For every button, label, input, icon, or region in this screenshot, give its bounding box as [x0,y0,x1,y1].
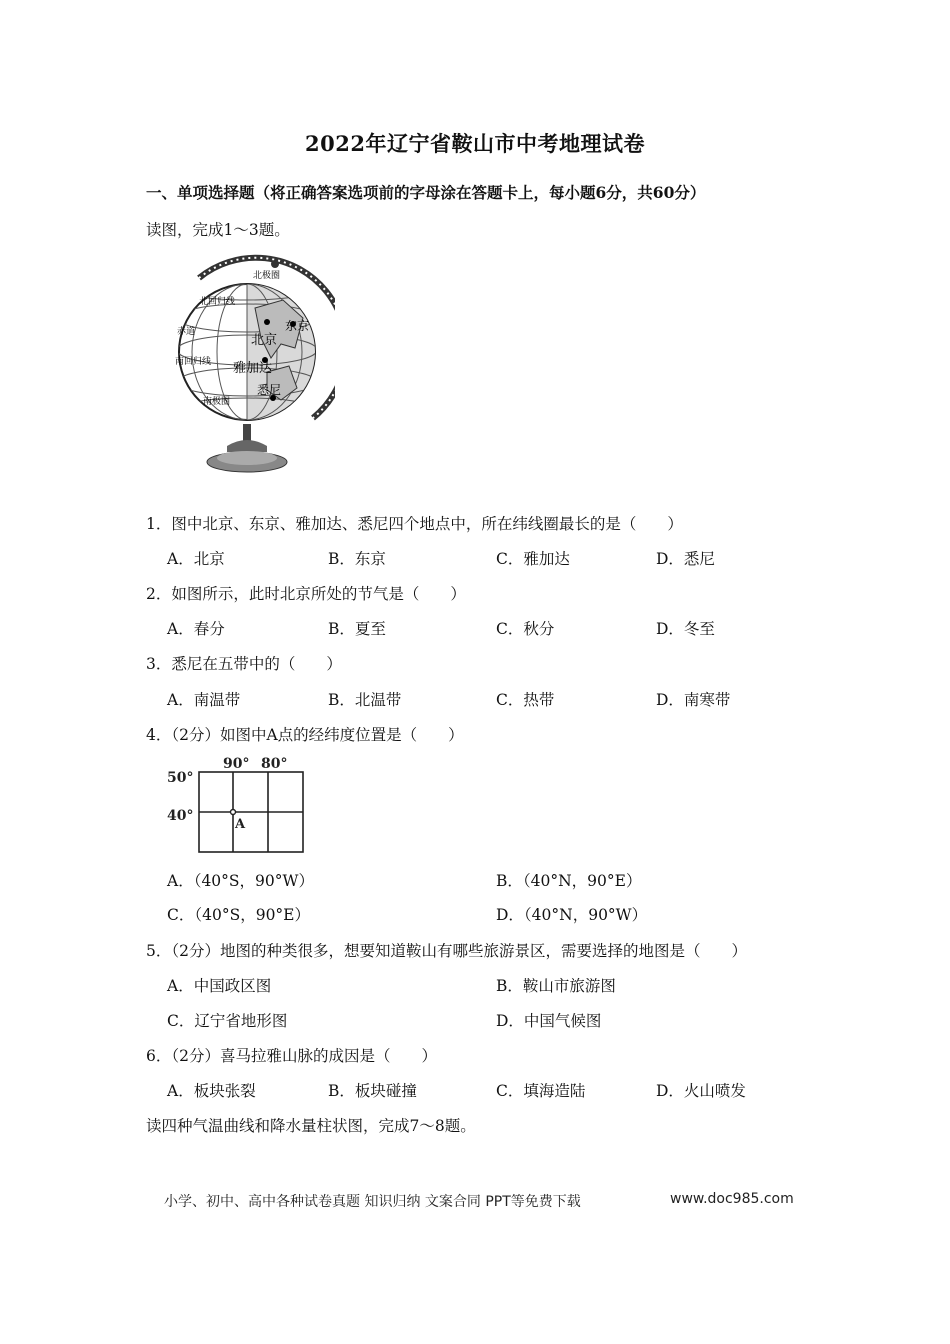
q4-option-a[interactable]: A．（40°S，90°W） [167,872,314,890]
page-title: 2022年辽宁省鞍山市中考地理试卷 [305,131,645,156]
tropic-cancer-label: 北回归线 [199,297,236,307]
equator-label: 赤道 [177,327,196,337]
arctic-circle-label: 北极圈 [253,271,281,281]
tokyo-label: 东京 [285,319,310,333]
q5-option-b[interactable]: B．鞍山市旅游图 [496,977,616,995]
q1-option-d[interactable]: D．悉尼 [656,550,715,568]
q4-option-b[interactable]: B．（40°N，90°E） [496,872,642,890]
page-footer [164,1191,794,1211]
q6-option-b[interactable]: B．板块碰撞 [328,1082,417,1100]
q6-option-a[interactable]: A．板块张裂 [167,1082,256,1100]
lon-label-80: 80° [261,756,288,772]
q1-option-a[interactable]: A．北京 [167,550,225,568]
q2-option-c[interactable]: C．秋分 [496,620,555,638]
sydney-label: 悉尼 [257,383,282,397]
q3-option-d[interactable]: D．南寒带 [656,691,731,709]
q2-option-b[interactable]: B．夏至 [328,620,386,638]
q1-option-b[interactable]: B．东京 [328,550,386,568]
q6-option-c[interactable]: C．填海造陆 [496,1082,586,1100]
q5-option-a[interactable]: A．中国政区图 [167,977,272,995]
q3-option-b[interactable]: B．北温带 [328,691,402,709]
q2-option-a[interactable]: A．春分 [167,620,225,638]
section-heading: 一、单项选择题（将正确答案选项前的字母涂在答题卡上，每小题6分，共60分） [146,183,706,202]
question-1: 1．图中北京、东京、雅加达、悉尼四个地点中，所在纬线圈最长的是（ ） [146,515,683,533]
lat-lon-grid-figure [163,752,313,858]
intro-text-2: 读四种气温曲线和降水量柱状图，完成7～8题。 [146,1117,476,1135]
globe-icon [163,248,335,484]
point-a-marker [231,810,236,815]
q1-option-c[interactable]: C．雅加达 [496,550,570,568]
q3-option-c[interactable]: C．热带 [496,691,555,709]
question-3: 3．悉尼在五带中的（ ） [146,655,342,673]
q5-option-d[interactable]: D．中国气候图 [496,1012,602,1030]
beijing-label: 北京 [251,333,278,348]
q3-option-a[interactable]: A．南温带 [167,691,241,709]
jakarta-label: 雅加达 [233,361,273,376]
lon-label-90: 90° [223,756,250,772]
question-2: 2．如图所示，此时北京所处的节气是（ ） [146,585,466,603]
q5-option-c[interactable]: C．辽宁省地形图 [167,1012,288,1030]
q4-option-c[interactable]: C．（40°S，90°E） [167,906,310,924]
footer-site-link[interactable]: www.doc985.com [670,1191,794,1207]
q6-option-d[interactable]: D．火山喷发 [656,1082,746,1100]
tropic-capricorn-label: 南回归线 [175,357,212,367]
question-6: 6．（2分）喜马拉雅山脉的成因是（ ） [146,1047,437,1065]
point-a-label: A [235,817,246,832]
lat-label-50: 50° [167,770,194,786]
lat-label-40: 40° [167,808,194,824]
footer-text: 小学、初中、高中各种试卷真题 知识归纳 文案合同 PPT等免费下载 [164,1194,581,1210]
q4-option-d[interactable]: D．（40°N，90°W） [496,906,648,924]
question-5: 5．（2分）地图的种类很多，想要知道鞍山有哪些旅游景区，需要选择的地图是（ ） [146,942,747,960]
question-4: 4．（2分）如图中A点的经纬度位置是（ ） [146,726,464,744]
intro-text: 读图，完成1～3题。 [146,221,290,239]
antarctic-circle-label: 南极圈 [203,397,231,407]
q2-option-d[interactable]: D．冬至 [656,620,715,638]
